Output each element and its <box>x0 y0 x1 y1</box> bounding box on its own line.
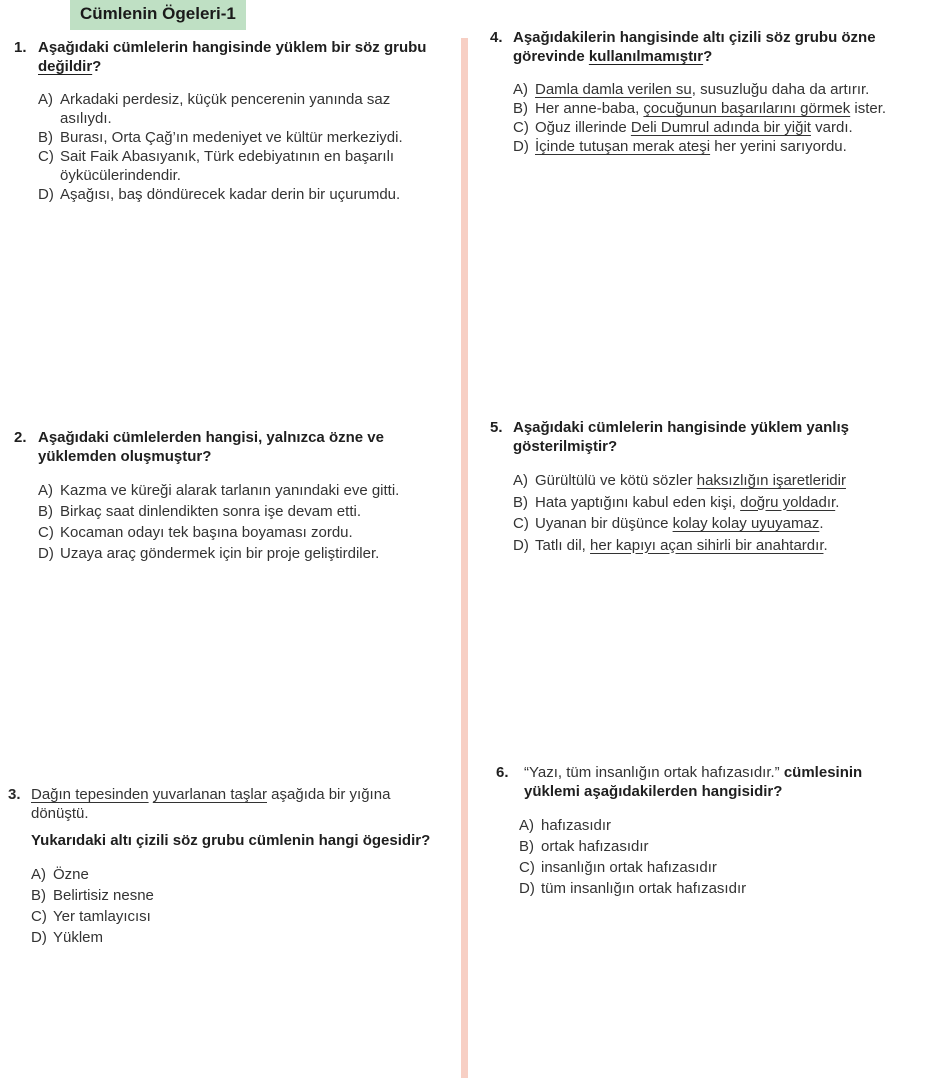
question-stem: Yukarıdaki altı çizili söz grubu cümlenin hangi ögesidir? <box>31 832 431 849</box>
option-b[interactable]: B) Birkaç saat dinlendikten sonra işe devam etti. <box>38 503 361 520</box>
option-c[interactable]: C) Sait Faik Abasıyanık, Türk edebiyatının en başarılı öykücülerindendir. <box>38 148 395 184</box>
option-c[interactable]: C) Uyanan bir düşünce kolay kolay uyuyamaz. <box>513 515 824 532</box>
option-c[interactable]: C) Oğuz illerinde Deli Dumrul adında bir yiğit vardı. <box>513 119 853 136</box>
column-divider <box>461 38 468 1078</box>
option-b[interactable]: B) Her anne-baba, çocuğunun başarılarını görmek ister. <box>513 100 887 117</box>
worksheet-title: Cümlenin Ögeleri-1 <box>70 0 246 30</box>
question-2 <box>14 428 446 564</box>
option-a[interactable]: A) Arkadaki perdesiz, küçük pencerenin yanında saz asılıydı. <box>38 91 391 127</box>
question-4 <box>490 28 920 156</box>
question-sentence: Dağın tepesinden yuvarlanan taşlar aşağıda bir yığına dönüştü. <box>31 786 391 822</box>
question-number: 3. <box>8 786 21 803</box>
option-d[interactable]: D) Uzaya araç göndermek için bir proje geliştirdiler. <box>38 545 380 562</box>
option-a[interactable]: A) Damla damla verilen su, susuzluğu daha da artırır. <box>513 81 870 98</box>
option-b[interactable]: B) Burası, Orta Çağ’ın medeniyet ve kültür merkeziydi. <box>38 129 403 146</box>
question-stem: Aşağıdaki cümlelerden hangisi, yalnızca özne ve yüklemden oluşmuştur? <box>38 429 384 465</box>
option-a[interactable]: A) Özne <box>31 866 89 883</box>
question-number: 6. <box>496 764 509 781</box>
question-stem: Aşağıdaki cümlelerin hangisinde yüklem bir söz grubu değildir? <box>38 39 427 75</box>
option-d[interactable]: D) Aşağısı, baş döndürecek kadar derin bir uçurumdu. <box>38 186 401 203</box>
question-number: 4. <box>490 29 503 46</box>
question-6 <box>496 763 916 899</box>
question-number: 1. <box>14 39 27 56</box>
option-c[interactable]: C) insanlığın ortak hafızasıdır <box>519 859 717 876</box>
option-b[interactable]: B) Hata yaptığını kabul eden kişi, doğru yoldadır. <box>513 493 840 511</box>
option-b[interactable]: B) ortak hafızasıdır <box>519 838 649 855</box>
question-stem: Aşağıdakilerin hangisinde altı çizili söz grubu özne görevinde kullanılmamıştır? <box>513 29 876 65</box>
option-d[interactable]: D) tüm insanlığın ortak hafızasıdır <box>519 880 747 897</box>
question-number: 5. <box>490 419 503 436</box>
option-c[interactable]: C) Kocaman odayı tek başına boyaması zordu. <box>38 524 353 541</box>
option-b[interactable]: B) Belirtisiz nesne <box>31 887 154 904</box>
option-c[interactable]: C) Yer tamlayıcısı <box>31 908 151 925</box>
question-5 <box>490 418 920 556</box>
option-d[interactable]: D) Tatlı dil, her kapıyı açan sihirli bir anahtardır. <box>513 536 828 554</box>
question-3 <box>8 785 448 948</box>
question-1 <box>14 38 446 204</box>
question-stem: “Yazı, tüm insanlığın ortak hafızasıdır.” cümlesinin yüklemi aşağıdakilerden hangisidir? <box>524 764 863 800</box>
option-d[interactable]: D) İçinde tutuşan merak ateşi her yerini sarıyordu. <box>513 138 847 155</box>
option-a[interactable]: A) hafızasıdır <box>519 817 612 834</box>
option-d[interactable]: D) Yüklem <box>31 929 104 946</box>
option-a[interactable]: A) Kazma ve küreği alarak tarlanın yanındaki eve gitti. <box>38 482 400 499</box>
question-number: 2. <box>14 429 27 446</box>
question-stem: Aşağıdaki cümlelerin hangisinde yüklem yanlış gösterilmiştir? <box>513 419 849 455</box>
option-a[interactable]: A) Gürültülü ve kötü sözler haksızlığın işaretleridir <box>513 472 846 489</box>
